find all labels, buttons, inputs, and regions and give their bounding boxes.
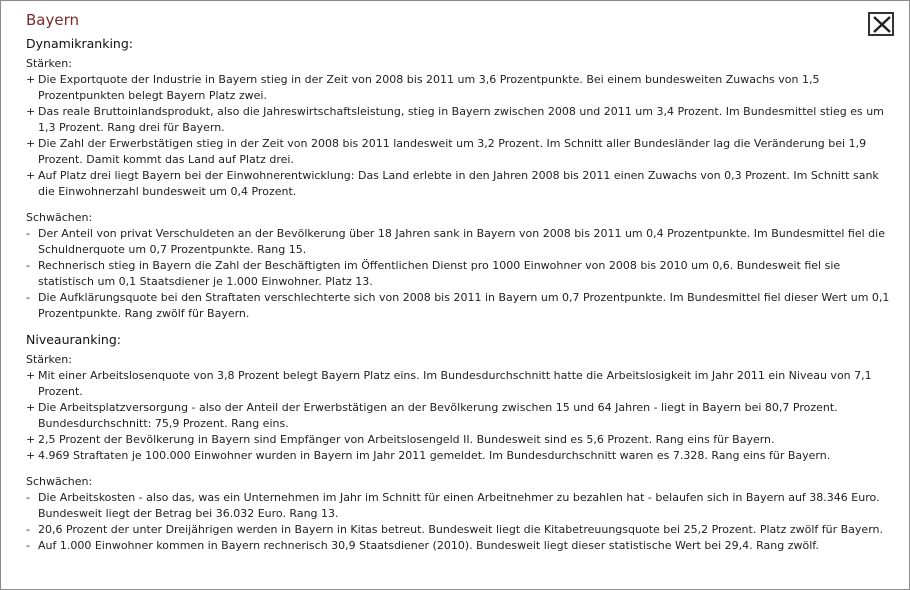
list-item-text: Die Aufklärungsquote bei den Straftaten verschlechterte sich von 2008 bis 2011 in Bayern um 0,7 Prozentpunkte. Im Bundesmittel fiel dieser Wert um 0,1 Prozentpunkte. Rang zwölf für Bayern. xyxy=(38,291,890,320)
list-item xyxy=(26,72,896,104)
bullet-marker: + xyxy=(26,401,36,414)
dialog-title: Bayern xyxy=(26,11,79,29)
section-spacer xyxy=(26,322,896,332)
bullet-marker: + xyxy=(26,169,36,182)
list-item xyxy=(26,258,896,290)
list-item xyxy=(26,168,896,200)
list-item-text: Das reale Bruttoinlandsprodukt, also die Jahreswirtschaftsleistung, stieg in Bayern zwischen 2008 und 2011 um 3,4 Prozent. Im Bundesmittel stieg es um 1,3 Prozent. Rang drei für Bayern. xyxy=(38,105,884,134)
close-icon xyxy=(873,16,891,33)
list-item xyxy=(26,368,896,400)
ranking-group xyxy=(26,352,896,464)
bullet-marker: - xyxy=(26,539,30,552)
list-item xyxy=(26,136,896,168)
section-heading: Niveauranking: xyxy=(26,332,121,347)
bullet-marker: - xyxy=(26,523,30,536)
list-item xyxy=(26,290,896,322)
bullet-marker: + xyxy=(26,449,36,462)
list-item-text: Die Exportquote der Industrie in Bayern stieg in der Zeit von 2008 bis 2011 um 3,6 Prozentpunkte. Bei einem bundesweiten Zuwachs von 1,5 Prozentpunkten belegt Bayern Platz zwei. xyxy=(38,73,820,102)
list-item xyxy=(26,538,896,554)
ranking-group xyxy=(26,474,896,554)
list-item-text: Rechnerisch stieg in Bayern die Zahl der Beschäftigten im Öffentlichen Dienst pro 1000 Einwohner von 2008 bis 2010 um 0,6. Bundesweit fiel sie statistisch um 0,1 Staatsdiener je 1.000 Einwohner. Platz 13. xyxy=(38,259,841,288)
list-item-text: Die Zahl der Erwerbstätigen stieg in der Zeit von 2008 bis 2011 landesweit um 3,2 Prozent. Im Schnitt aller Bundesländer lag die Veränderung bei 1,9 Prozent. Damit kommt das Land auf Platz drei. xyxy=(38,137,867,166)
list-item-text: 4.969 Straftaten je 100.000 Einwohner wurden in Bayern im Jahr 2011 gemeldet. Im Bundesdurchschnitt waren es 7.328. Rang eins für Bayern. xyxy=(38,449,831,462)
bullet-marker: - xyxy=(26,227,30,240)
list-item-text: 20,6 Prozent der unter Dreijährigen werden in Bayern in Kitas betreut. Bundesweit liegt die Kitabetreuungsquote bei 25,2 Prozent. Platz zwölf für Bayern. xyxy=(38,523,884,536)
group-spacer xyxy=(26,200,896,206)
list-item-text: Der Anteil von privat Verschuldeten an der Bevölkerung über 18 Jahren sank in Bayern von 2008 bis 2011 um 0,4 Prozentpunkte. Im Bundesmittel fiel die Schuldnerquote um 0,7 Prozentpunkte. Rang 15. xyxy=(38,227,885,256)
list-item-text: Die Arbeitsplatzversorgung - also der Anteil der Erwerbstätigen an der Bevölkerung zwischen 15 und 64 Jahren - liegt in Bayern bei 80,7 Prozent. Bundesdurchschnitt: 75,9 Prozent. Rang eins. xyxy=(38,401,838,430)
list-item xyxy=(26,432,896,448)
ranking-section xyxy=(26,332,896,554)
ranking-section xyxy=(26,36,896,322)
close-button[interactable] xyxy=(868,12,894,36)
list-item-text: Auf 1.000 Einwohner kommen in Bayern rechnerisch 30,9 Staatsdiener (2010). Bundesweit liegt dieser statistische Wert bei 29,4. Rang zwölf. xyxy=(38,539,819,552)
list-item-text: Mit einer Arbeitslosenquote von 3,8 Prozent belegt Bayern Platz eins. Im Bundesdurchschnitt hatte die Arbeitslosigkeit im Jahr 2011 ein Niveau von 7,1 Prozent. xyxy=(38,369,872,398)
bullet-marker: - xyxy=(26,291,30,304)
group-label: Stärken: xyxy=(26,57,72,70)
list-item-text: 2,5 Prozent der Bevölkerung in Bayern sind Empfänger von Arbeitslosengeld II. Bundesweit sind es 5,6 Prozent. Rang eins für Bayern. xyxy=(38,433,775,446)
bullet-marker: - xyxy=(26,491,30,504)
bullet-marker: + xyxy=(26,369,36,382)
group-label: Schwächen: xyxy=(26,211,93,224)
bullet-marker: + xyxy=(26,137,36,150)
list-item-text: Die Arbeitskosten - also das, was ein Unternehmen im Jahr im Schnitt für einen Arbeitnehmer zu bezahlen hat - belaufen sich in Bayern auf 38.346 Euro. Bundesweit liegt der Betrag bei 36.032 Euro. Rang 13. xyxy=(38,491,880,520)
bullet-marker: + xyxy=(26,105,36,118)
ranking-group xyxy=(26,56,896,200)
list-item xyxy=(26,104,896,136)
list-item-text: Auf Platz drei liegt Bayern bei der Einwohnerentwicklung: Das Land erlebte in den Jahren 2008 bis 2011 einen Zuwachs von 0,3 Prozent. Im Schnitt sank die Einwohnerzahl bundesweit um 0,4 Prozent. xyxy=(38,169,879,198)
bullet-marker: - xyxy=(26,259,30,272)
group-label: Schwächen: xyxy=(26,475,93,488)
ranking-group xyxy=(26,210,896,322)
bullet-marker: + xyxy=(26,433,36,446)
list-item xyxy=(26,226,896,258)
bullet-marker: + xyxy=(26,73,36,86)
section-heading: Dynamikranking: xyxy=(26,36,133,51)
list-item xyxy=(26,522,896,538)
ranking-content xyxy=(26,36,896,554)
list-item xyxy=(26,490,896,522)
list-item xyxy=(26,448,896,464)
group-spacer xyxy=(26,464,896,470)
list-item xyxy=(26,400,896,432)
group-label: Stärken: xyxy=(26,353,72,366)
